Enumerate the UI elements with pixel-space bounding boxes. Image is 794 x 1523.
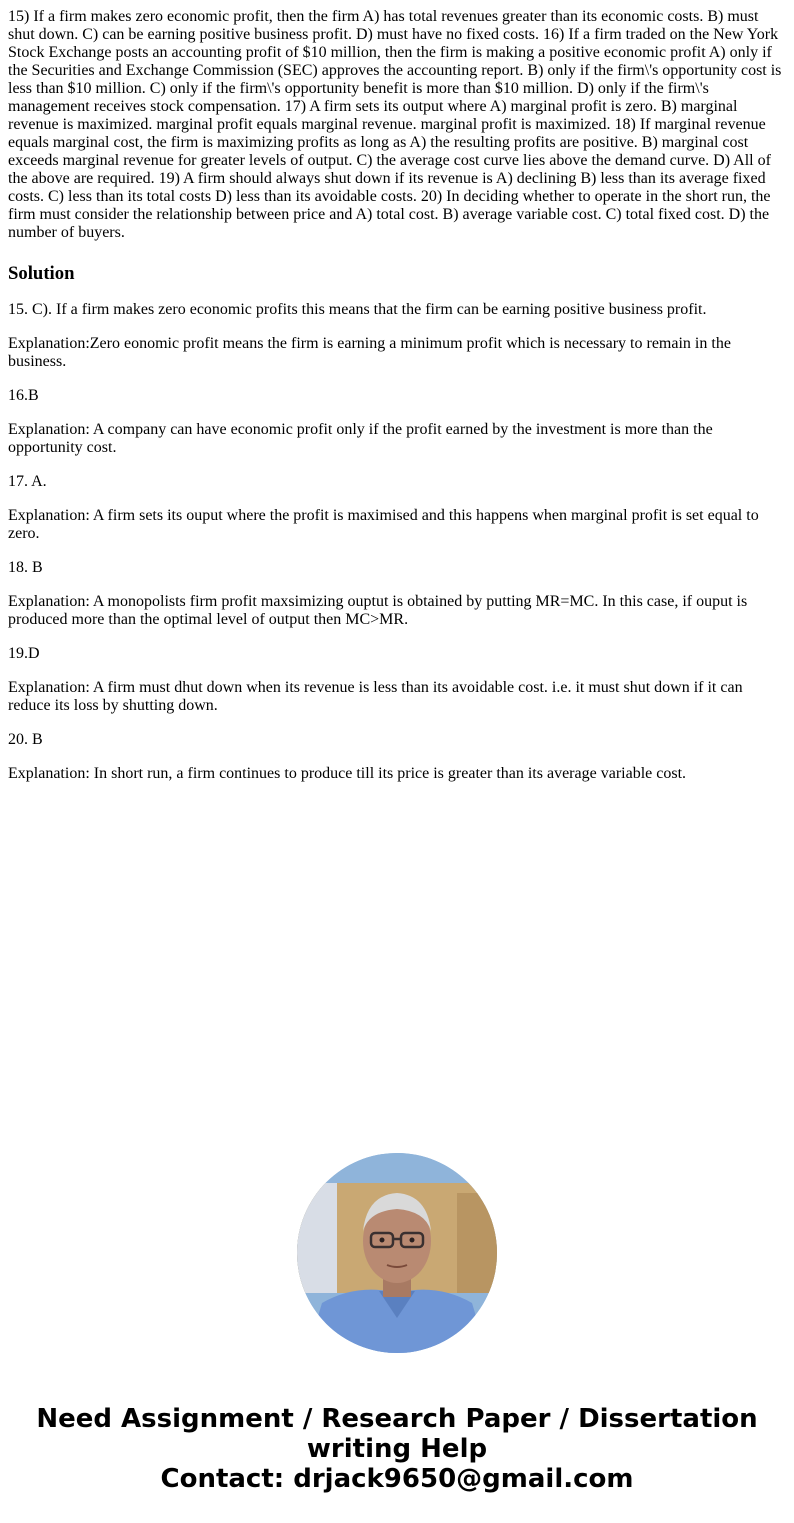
promo-line: writing Help [306, 1434, 488, 1464]
solution-paragraph: 20. B [8, 731, 43, 748]
solution-paragraph: 16.B [8, 387, 39, 404]
promo-contact: Contact: drjack9650@gmail.com [160, 1464, 634, 1494]
solution-paragraph: 15. C). If a firm makes zero economic profits this means that the firm can be earning positive business profit. [8, 301, 707, 318]
solution-paragraph: Explanation: In short run, a firm continues to produce till its price is greater than its average variable cost. [8, 765, 687, 782]
solution-paragraph: 19.D [8, 645, 40, 662]
solution-heading: Solution [8, 263, 75, 284]
solution-paragraph: Explanation: A monopolists firm profit maxsimizing ouptut is obtained by putting MR=MC. In this case, if ouput is produced more than the optimal level of output then MC>MR. [8, 593, 748, 628]
question-text: 15) If a firm makes zero economic profit, then the firm A) has total revenues greater than its economic costs. B) must shut down. C) can be earning positive business profit. D) must have no fixed costs. 16) If a firm traded on the New York Stock Exchange posts an accounting profit of $10 million, then the firm is making a positive economic profit A) only if the Securities and Exchange Commission (SEC) approves the accounting report. B) only if the firm\'s opportunity cost is less than $10 million. C) only if the firm\'s opportunity benefit is more than $10 million. D) only if the firm\'s management receives stock compensation. 17) A firm sets its output where A) marginal profit is zero. B) marginal revenue is maximized. marginal profit equals marginal revenue. marginal profit is maximized. 18) If marginal revenue equals marginal cost, the firm is maximizing profits as long as A) the resulting profits are positive. B) marginal cost exceeds marginal revenue for greater levels of output. C) the average cost curve lies above the demand curve. D) All of the above are required. 19) A firm should always shut down if its revenue is A) declining B) less than its average fixed costs. C) less than its total costs D) less than its avoidable costs. 20) In deciding whether to operate in the short run, the firm must consider the relationship between price and A) total cost. B) average variable cost. C) total fixed cost. D) the number of buyers. [8, 8, 782, 241]
promo-banner [0, 1404, 794, 1494]
solution-paragraph: Explanation: A company can have economic profit only if the profit earned by the investment is more than the opportunity cost. [8, 421, 713, 456]
author-avatar [297, 1153, 497, 1353]
solution-paragraph: 18. B [8, 559, 43, 576]
solution-paragraph: Explanation: A firm must dhut down when its revenue is less than its avoidable cost. i.e. it must shut down if it can reduce its loss by shutting down. [8, 679, 743, 714]
promo-line: Need Assignment / Research Paper / Dissertation [36, 1404, 758, 1434]
author-portrait-icon [297, 1153, 497, 1353]
document-body [8, 8, 786, 783]
solution-paragraph: 17. A. [8, 473, 47, 490]
solution-paragraph: Explanation: A firm sets its ouput where the profit is maximised and this happens when marginal profit is set equal to zero. [8, 507, 759, 542]
solution-paragraph: Explanation:Zero eonomic profit means the firm is earning a minimum profit which is necessary to remain in the business. [8, 335, 731, 370]
